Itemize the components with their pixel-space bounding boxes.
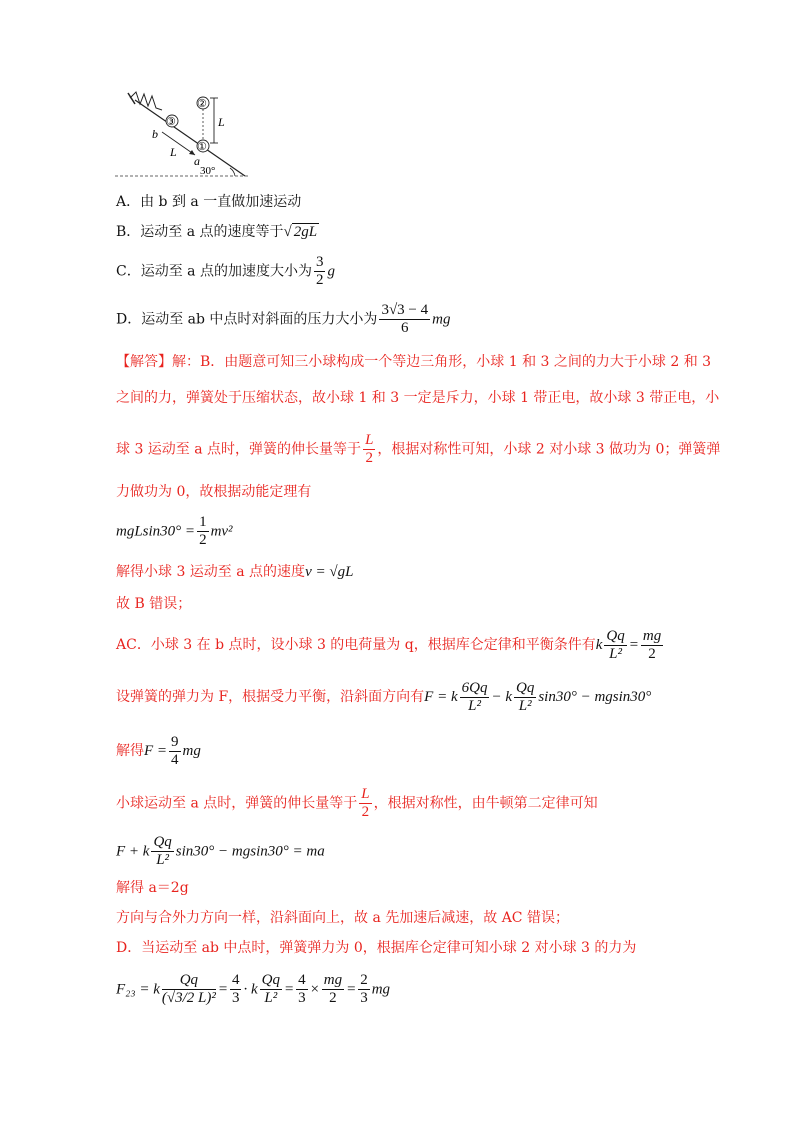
answer-line-3: 球 3 运动至 a 点时，弹簧的伸长量等于 $\frac{L}{2}$ ，根据对称性可知，小球 2 对小球 3 做功为 0；弹簧弹 <box>116 432 721 466</box>
answer-tag: 【解答】 <box>116 354 172 370</box>
label-a: a <box>194 154 200 168</box>
answer-line-9: 解得F = $\frac{9}{4}$ mg <box>116 734 201 768</box>
equation-coulomb: F₂₃ = k $\frac{Qq}{\text{(√3/2 L)²}}$ = $\frac{4}{3}$ · k $\frac{Qq}{\text{L²}}$ = $\frac{4}{3}$ × $\frac{mg}{2}$ = $\frac{2}{3}$ mg <box>116 972 391 1006</box>
equation-newton: F + k $\frac{Qq}{\text{L²}}$ sin30° − mgsin30° = ma <box>116 834 325 868</box>
ball-2-label: ② <box>197 97 207 110</box>
answer-line-8: 设弹簧的弹力为 F，根据受力平衡，沿斜面方向有F = k $\frac{6Qq}{\text{L²}}$ − k $\frac{Qq}{\text{L²}}$ sin30° − mgsin30° <box>116 680 652 714</box>
label-angle: 30° <box>200 165 216 177</box>
answer-line-2: 之间的力，弹簧处于压缩状态，故小球 1 和 3 一定是斥力，小球 1 带正电，故小球 3 带正电，小 <box>116 390 720 406</box>
answer-line-7: AC．小球 3 在 b 点时，设小球 3 的电荷量为 q，根据库仑定律和平衡条件有k $\frac{Qq}{\text{L²}}$ = $\frac{mg}{2}$ <box>116 628 662 662</box>
option-b: B．运动至 a 点的速度等于√ 2gL <box>116 224 318 240</box>
label-L-vertical: L <box>218 115 225 129</box>
option-a: A．由 b 到 a 一直做加速运动 <box>116 194 302 210</box>
option-c: C．运动至 a 点的加速度大小为 $\frac{3}{2}$ g <box>116 254 335 288</box>
ball-3-label: ③ <box>166 115 176 128</box>
ball-1-label: ① <box>197 140 207 153</box>
option-d: D．运动至 ab 中点时对斜面的压力大小为 $\frac{3√3 - 4}{6}$ mg <box>116 302 451 336</box>
label-b: b <box>152 127 158 141</box>
answer-line-10: 小球运动至 a 点时，弹簧的伸长量等于 $\frac{L}{2}$ ，根据对称性，由牛顿第二定律可知 <box>116 786 598 820</box>
answer-line-4: 力做功为 0，故根据动能定理有 <box>116 484 312 500</box>
answer-line-6: 故 B 错误； <box>116 596 192 612</box>
answer-line-1: 【解答】解：B．由题意可知三小球构成一个等边三角形，小球 1 和 3 之间的力大于小球 2 和 3 <box>116 354 712 370</box>
answer-line-12: 方向与合外力方向一样，沿斜面向上，故 a 先加速后减速，故 AC 错误； <box>116 910 569 926</box>
answer-line-11: 解得 a＝2g <box>116 880 189 896</box>
dimension-L-incline <box>162 132 195 155</box>
equation-energy: mgLsin30° = $\frac{1}{2}$ mv² <box>116 514 233 548</box>
incline-diagram <box>110 88 255 180</box>
answer-line-13: D．当运动至 ab 中点时，弹簧弹力为 0，根据库仑定律可知小球 2 对小球 3 的力为 <box>116 940 637 956</box>
label-L-incline: L <box>170 145 177 159</box>
answer-line-5: 解得小球 3 运动至 a 点的速度v = √gL <box>116 564 354 580</box>
option-b-math: 2gL <box>293 224 318 240</box>
